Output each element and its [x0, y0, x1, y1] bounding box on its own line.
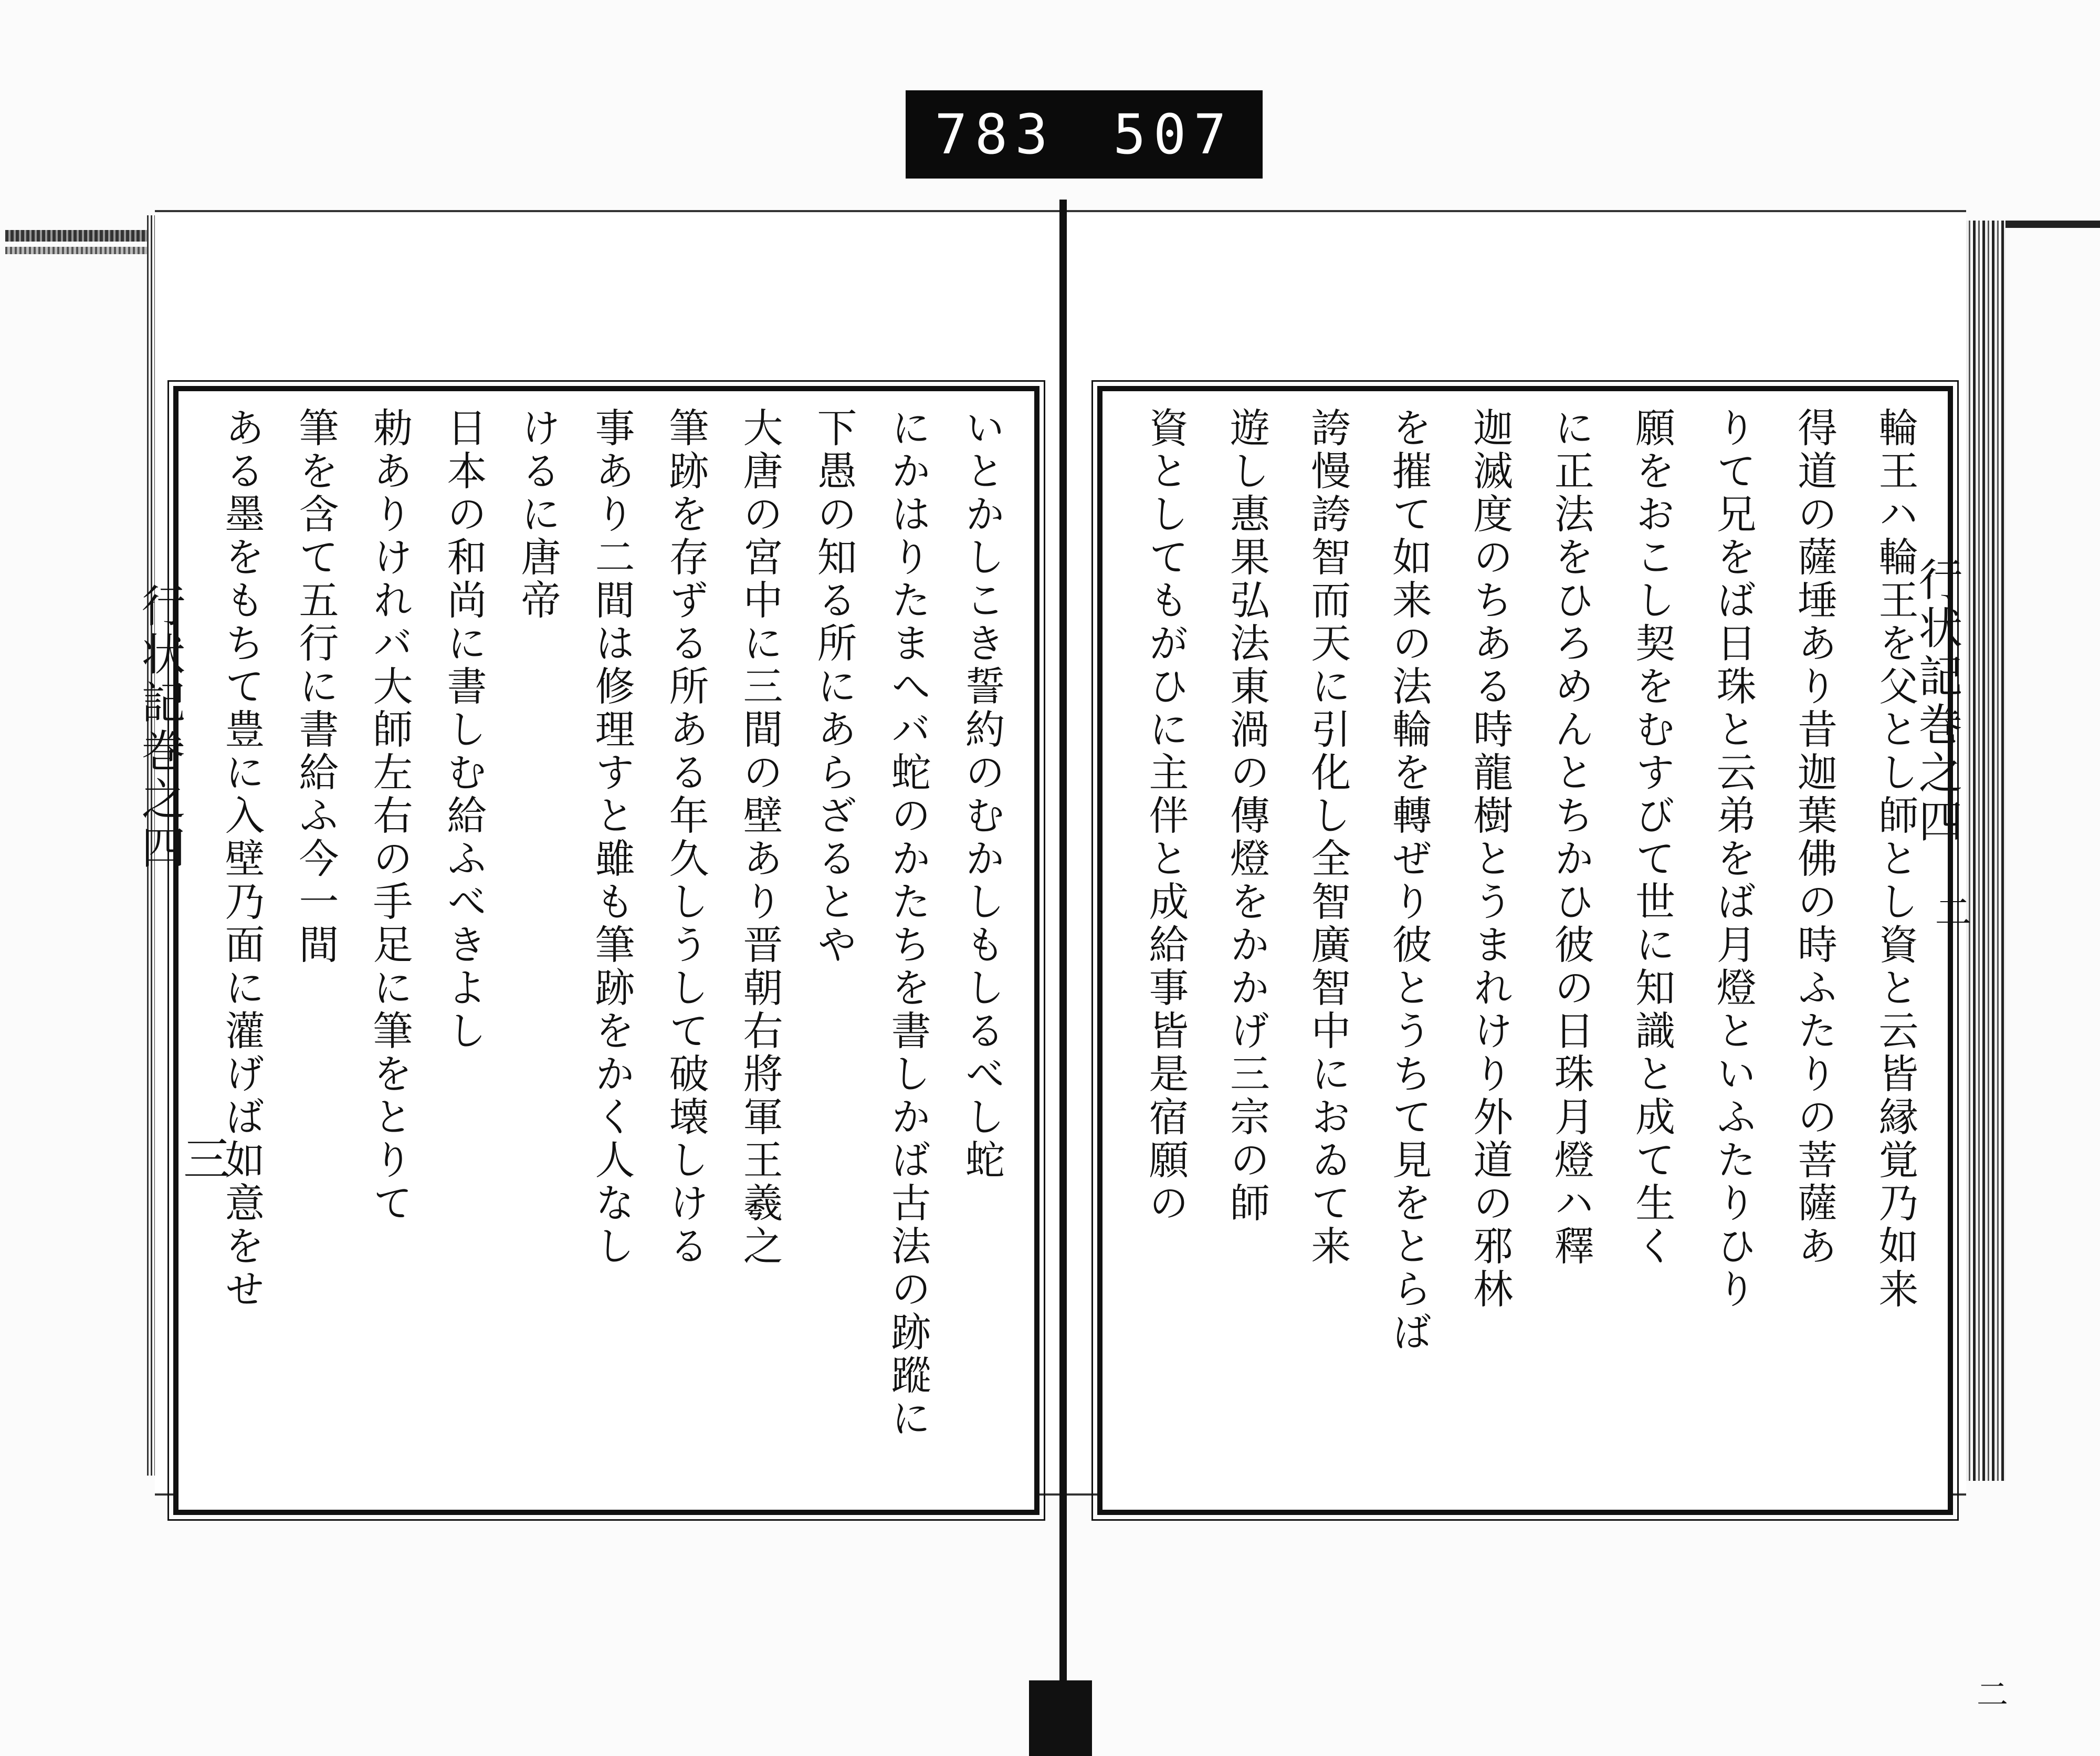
book-gutter: [1059, 200, 1067, 1754]
text-column: 資としてもがひに主伴と成給事皆是宿願の: [1142, 407, 1189, 1225]
text-column: 事あり二間は修理すと雖も筆跡をかく人なし: [589, 407, 635, 1268]
running-title-right: 行状記巻之四: [1912, 557, 1963, 846]
text-column: 筆跡を存ずる所ある年久しうして破壊しける: [663, 407, 709, 1268]
text-column: 迦滅度のちある時龍樹とうまれけり外道の邪林: [1466, 407, 1514, 1311]
text-column: 願をおこし契をむすびて世に知識と成て生く: [1629, 407, 1676, 1268]
text-column: けるに唐帝: [514, 407, 561, 622]
right-text-columns: [1139, 407, 1922, 1494]
text-column: ある墨をもちて豊に入壁乃面に灌げば如意をせ: [218, 407, 265, 1311]
text-column: 輪王ハ輪王を父とし師とし資と云皆縁覚乃如来: [1872, 407, 1919, 1311]
text-column: 得道の薩埵あり昔迦葉佛の時ふたりの菩薩あ: [1791, 407, 1838, 1268]
right-text-frame: [1097, 386, 1953, 1515]
text-column: 筆を含て五行に書給ふ今一間: [292, 407, 339, 967]
text-column: に正法をひろめんとちかひ彼の日珠月燈ハ釋: [1548, 407, 1595, 1268]
book-edge-left: [5, 230, 147, 242]
left-text-frame: [173, 386, 1040, 1515]
corner-mark: 二: [1977, 1677, 2008, 1713]
text-column: 勅ありけれバ大師左右の手足に筆をとりて: [366, 407, 413, 1225]
text-column: 日本の和尚に書しむ給ふべきよし: [440, 407, 487, 1053]
folio-left: 三: [175, 1134, 230, 1182]
running-title-left: 行状記巻之四: [134, 583, 186, 873]
catalog-number-right: 507: [1113, 102, 1234, 166]
text-column: にかはりたまへバ蛇のかたちを書しかば古法の跡蹤に: [885, 407, 931, 1440]
text-column: を摧て如来の法輪を轉ぜり彼とうちて見をとらば: [1385, 407, 1433, 1354]
text-column: りて兄をば日珠と云弟をば月燈といふたりひり: [1710, 407, 1757, 1311]
text-column: いとかしこき誓約のむかしもしるべし蛇: [959, 407, 1005, 1182]
page-stack-right: [1964, 221, 2006, 1481]
folio-right: 二: [1929, 893, 1972, 929]
book-edge-left-lower: [5, 247, 147, 254]
text-column: 大唐の宮中に三間の壁あり晋朝右將軍王羲之: [737, 407, 783, 1268]
left-text-columns: [215, 407, 1008, 1494]
text-column: 遊し惠果弘法東渦の傳燈をかかげ三宗の師: [1223, 407, 1270, 1225]
text-column: 下愚の知る所にあらざるとや: [811, 407, 857, 967]
catalog-label: [906, 90, 1263, 179]
catalog-number-left: 783: [934, 102, 1055, 166]
gutter-binding-block: [1029, 1680, 1092, 1756]
text-column: 誇慢誇智而天に引化し全智廣智中におゐて来: [1304, 407, 1351, 1268]
